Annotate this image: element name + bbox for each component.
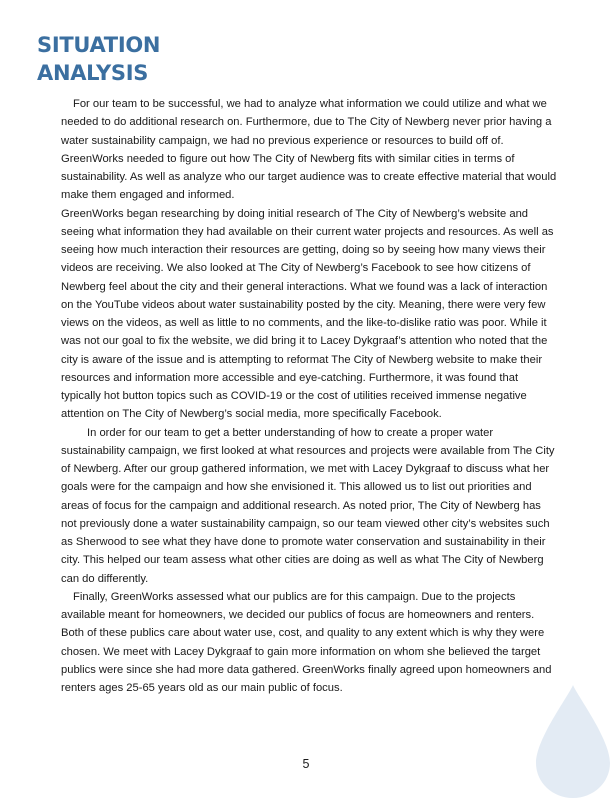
paragraph-2: GreenWorks began researching by doing initial research of The City of Newberg’s website and seeing what information they had available on their current water projects and resources. As well as seeing how much interaction their resources are getting, doing so by seeing how many views their videos are receiving. We also looked at The City of Newberg’s Facebook to see how citizens of Newberg feel about the city and their general interactions. What we found was a lack of interaction on the YouTube videos about water sustainability posted by the city. Meaning, there were very few views on the videos, as well as little to no comments, and the like-to-dislike ratio was poor. While it was not our goal to fix the website, we did bring it to Lacey Dykgraaf’s attention who noted that the city is aware of the issue and is attempting to reformat The City of Newberg website to make their resources and information more accessible and eye-catching. Furthermore, it was found that typically hot button topics such as COVID-19 or the cost of utilities received immense negative attention on The City of Newberg’s social media, more specifically Facebook. xyxy=(61,207,554,421)
paragraph-3: In order for our team to get a better understanding of how to create a proper water sustainability campaign, we first looked at what resources and projects were available from The City of Newberg. After our group gathered information, we met with Lacey Dykgraaf to discuss what her goals were for the campaign and how she envisioned it. This allowed us to list out priorities and areas of focus for the campaign and additional research. As noted prior, The City of Newberg has not previously done a water sustainability campaign, so our team viewed other city’s websites such as Sherwood to see what they have done to promote water conservation and sustainability in their city. This helped our team assess what other cities are doing as well as what The City of Newberg can do differently. xyxy=(61,426,555,585)
water-drop-icon xyxy=(528,683,612,798)
page-title-line-1: SITUATION xyxy=(37,33,161,57)
page-title xyxy=(37,31,160,87)
paragraph-1: For our team to be successful, we had to analyze what information we could utilize and what we needed to do additional research on. Furthermore, due to The City of Newberg never prior having a water sustainability campaign, we had no previous experience or resources to build off of. GreenWorks needed to figure out how The City of Newberg fits with similar cities in terms of sustainability. As well as analyze who our target audience was to create effective material that would make them engaged and informed. xyxy=(61,98,557,202)
page-number: 5 xyxy=(302,757,310,771)
body-text xyxy=(61,95,557,697)
paragraph-4: Finally, GreenWorks assessed what our publics are for this campaign. Due to the projects available meant for homeowners, we decided our publics of focus are homeowners and renters. Both of these publics care about water use, cost, and quality to any extent which is why they were chosen. We meet with Lacey Dykgraaf to gain more information on whom she believed the target publics were since she had more data gathered. GreenWorks finally agreed upon homeowners and renters ages 25-65 years old as our main public of focus. xyxy=(61,590,552,694)
page-title-line-2: ANALYSIS xyxy=(37,61,149,85)
